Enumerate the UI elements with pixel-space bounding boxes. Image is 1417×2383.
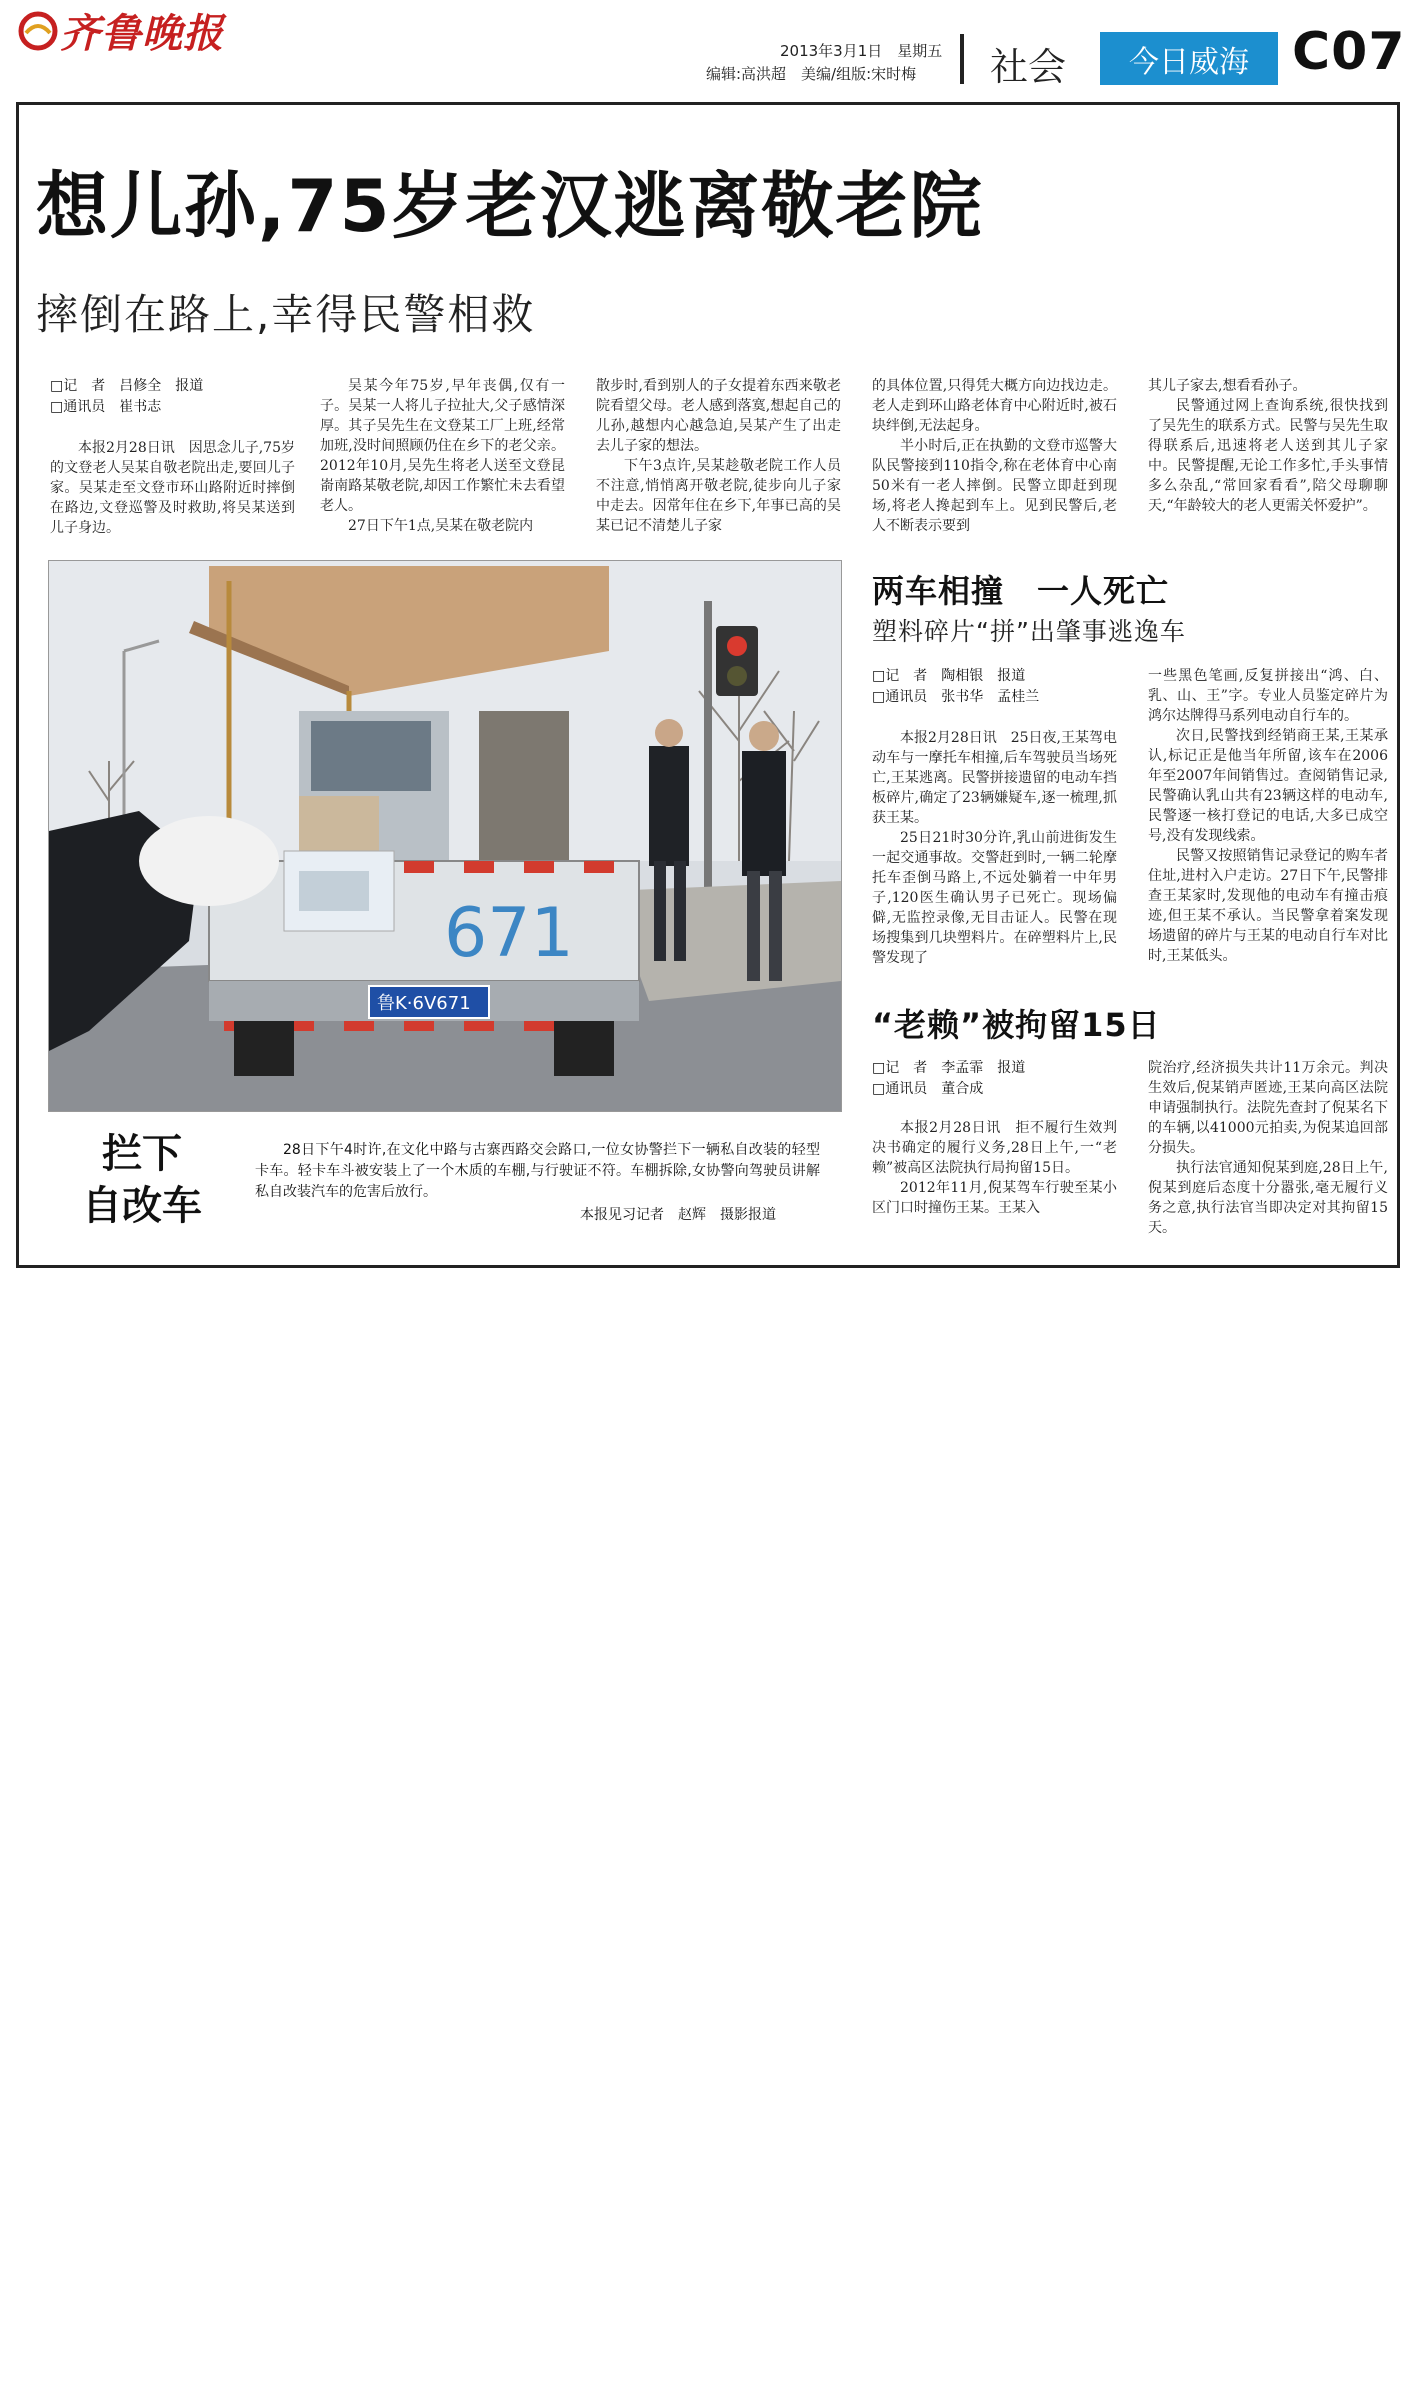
story3-paragraph: 本报2月28日讯 拒不履行生效判决书确定的履行义务,28日上午,一“老赖”被高区法院执行局拘留15日。 [872, 1120, 1117, 1176]
story2-paragraph: 民警又按照销售记录登记的购车者住址,进村入户走访。27日下午,民警排查王某家时,发现他的电动车有撞击痕迹,但王某不承认。当民警拿着案发现场遗留的碎片与王某的电动自行车对比时,王某低头。 [1148, 848, 1388, 964]
main-paragraph: 其儿子家去,想看看孙子。 [1148, 378, 1307, 394]
issue-date: 2013年3月1日 星期五 [780, 42, 943, 60]
story3-byline-correspondent: □通讯员 董合成 [872, 1081, 984, 1097]
story2-title: 两车相撞 一人死亡 [872, 572, 1170, 610]
editor-credits: 编辑:高洪超 美编/组版:宋时梅 [706, 65, 917, 83]
main-paragraph: 27日下午1点,吴某在敬老院内 [348, 518, 534, 534]
license-plate: 鲁K·6V671 [377, 993, 471, 1014]
main-byline [50, 376, 310, 418]
section-name: 社会 [990, 45, 1067, 89]
main-column-5 [1148, 376, 1388, 516]
story3-paragraph: 执行法官通知倪某到庭,28日上午,倪某到庭后态度十分嚣张,毫无履行义务之意,执行法官当即决定对其拘留15天。 [1148, 1160, 1388, 1236]
truck-number: 671 [444, 894, 574, 973]
main-paragraph: 半小时后,正在执勤的文登市巡警大队民警接到110指令,称在老体育中心南50米有一老人摔倒。民警立即赶到现场,将老人搀起到车上。见到民警后,老人不断表示要到 [872, 438, 1117, 534]
masthead [0, 0, 1417, 100]
story3-paragraph: 2012年11月,倪某驾车行驶至某小区门口时撞伤王某。王某入 [872, 1180, 1117, 1216]
story2-paragraph: 本报2月28日讯 25日夜,王某驾电动车与一摩托车相撞,后车驾驶员当场死亡,王某逃离。民警拼接遗留的电动车挡板碎片,确定了23辆嫌疑车,逐一梳理,抓获王某。 [872, 730, 1117, 826]
edition-badge: 今日威海 [1100, 32, 1278, 85]
story3-paragraph: 院治疗,经济损失共计11万余元。判决生效后,倪某销声匿迹,王某向高区法院申请强制执行。法院先查封了倪某名下的车辆,以41000元拍卖,为倪某追回部分损失。 [1148, 1060, 1388, 1156]
newspaper-logo-icon [18, 11, 58, 51]
story2-byline-correspondent: □通讯员 张书华 孟桂兰 [872, 689, 1040, 705]
news-photo-illustration [49, 561, 841, 1111]
main-paragraph: 吴某今年75岁,早年丧偶,仅有一子。吴某一人将儿子拉扯大,父子感情深厚。其子吴先生在文登某工厂上班,经常加班,没时间照顾仍住在乡下的老父亲。2012年10月,吴先生将老人送至文登昆嵛南路某敬老院,却因工作繁忙未去看望老人。 [320, 378, 565, 514]
main-column-4 [872, 376, 1117, 536]
story2-column-1 [872, 728, 1117, 968]
main-byline-correspondent: □通讯员 崔书志 [50, 399, 162, 415]
main-column-2 [320, 376, 565, 536]
story3-column-1 [872, 1118, 1117, 1218]
main-column-3 [596, 376, 841, 536]
section-divider [960, 34, 964, 84]
main-headline: 想儿孙,75岁老汉逃离敬老院 [36, 164, 984, 248]
main-paragraph: 散步时,看到别人的子女提着东西来敬老院看望父母。老人感到落寞,想起自己的儿孙,越想内心越急迫,吴某产生了出走去儿子家的想法。 [596, 378, 841, 454]
main-paragraph: 下午3点许,吴某趁敬老院工作人员不注意,悄悄离开敬老院,徒步向儿子家中走去。因常年住在乡下,年事已高的吴某已记不清楚儿子家 [596, 458, 841, 534]
main-byline-reporter: □记 者 吕修全 报道 [50, 378, 204, 394]
photo-caption: 28日下午4时许,在文化中路与古寨西路交会路口,一位女协警拦下一辆私自改装的轻型卡车。轻卡车斗被安装上了一个木质的车棚,与行驶证不符。车棚拆除,女协警向驾驶员讲解私自改装汽车的危害后放行。 [255, 1142, 820, 1200]
photo-credit: 本报见习记者 赵辉 摄影报道 [580, 1207, 776, 1223]
news-photo [48, 560, 842, 1112]
story2-paragraph: 一些黑色笔画,反复拼接出“鸿、白、乳、山、王”字。专业人员鉴定碎片为鸿尔达牌得马系列电动自行车的。 [1148, 668, 1388, 724]
main-subhead: 摔倒在路上,幸得民警相救 [36, 290, 536, 339]
story3-byline [872, 1058, 1132, 1100]
story2-paragraph: 25日21时30分许,乳山前进街发生一起交通事故。交警赶到时,一辆二轮摩托车歪倒马路上,不远处躺着一中年男子,120医生确认男子已死亡。现场偏僻,无监控录像,无目击证人。民警在现场搜集到几块塑料片。在碎塑料片上,民警发现了 [872, 830, 1117, 966]
story2-paragraph: 次日,民警找到经销商王某,王某承认,标记正是他当年所留,该车在2006年至2007年间销售过。查阅销售记录,民警确认乳山共有23辆这样的电动车,民警逐一核打登记的电话,大多已成空号,没有发现线索。 [1148, 728, 1388, 844]
story2-column-2 [1148, 666, 1388, 966]
photo-title-line: 自改车 [82, 1183, 202, 1229]
story2-byline [872, 666, 1132, 708]
newspaper-logo: 齐鲁晚报 [60, 10, 224, 57]
main-paragraph: 本报2月28日讯 因思念儿子,75岁的文登老人吴某自敬老院出走,要回儿子家。吴某走至文登市环山路附近时摔倒在路边,文登巡警及时救助,将吴某送到儿子身边。 [50, 440, 295, 536]
main-paragraph: 的具体位置,只得凭大概方向边找边走。老人走到环山路老体育中心附近时,被石块绊倒,无法起身。 [872, 378, 1117, 434]
story3-column-2 [1148, 1058, 1388, 1238]
page-number: C07 [1292, 22, 1406, 82]
story3-title: “老赖”被拘留15日 [872, 1006, 1161, 1044]
photo-title [52, 1128, 232, 1232]
story3-byline-reporter: □记 者 李孟霏 报道 [872, 1060, 1026, 1076]
story2-subtitle: 塑料碎片“拼”出肇事逃逸车 [872, 617, 1186, 646]
photo-title-line: 拦下 [102, 1131, 182, 1177]
main-column-1 [50, 438, 295, 538]
story2-byline-reporter: □记 者 陶相银 报道 [872, 668, 1026, 684]
main-paragraph: 民警通过网上查询系统,很快找到了吴先生的联系方式。民警与吴先生取得联系后,迅速将老人送到其儿子家中。民警提醒,无论工作多忙,手头事情多么杂乱,“常回家看看”,陪父母聊聊天,“年龄较大的老人更需关怀爱护”。 [1148, 398, 1388, 514]
